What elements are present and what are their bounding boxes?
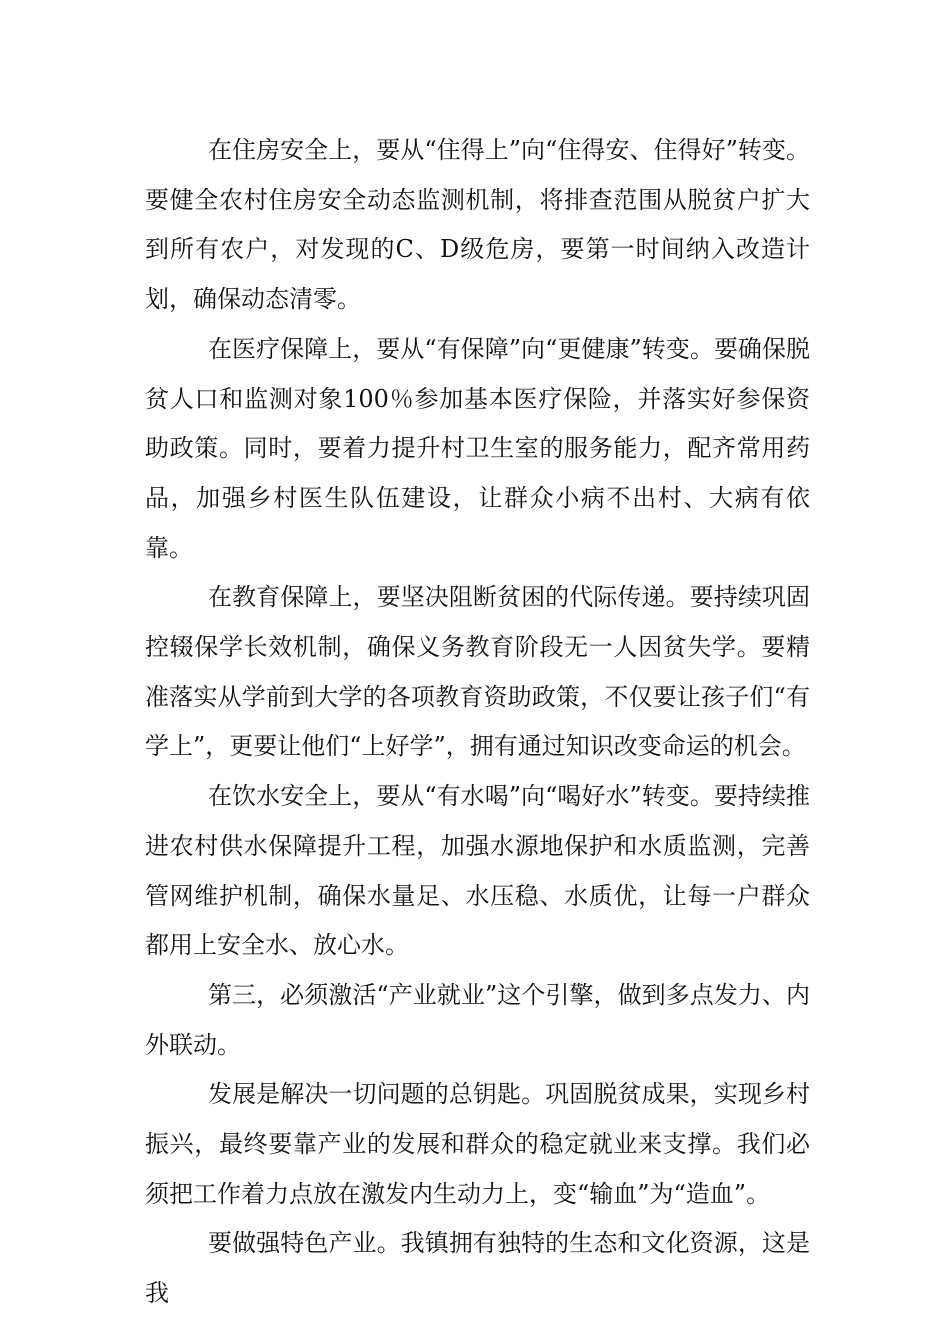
paragraph-development: 发展是解决一切问题的总钥匙。巩固脱贫成果，实现乡村振兴，最终要靠产业的发展和群众的稳定就业来支撑。我们必须把工作着力点放在激发内生动力上，变“输血”为“造血”。 (145, 1080, 810, 1208)
paragraph-medical-security: 在医疗保障上，要从“有保障”向“更健康”转变。要确保脱贫人口和监测对象100％参加基本医疗保险，并落实好参保资助政策。同时，要着力提升村卫生室的服务能力，配齐常用药品，加强乡村医生队伍建设，让群众小病不出村、大病有依靠。 (145, 334, 810, 562)
paragraph-special-industry: 要做强特色产业。我镇拥有独特的生态和文化资源，这是我 (145, 1229, 810, 1308)
paragraph-third-point: 第三，必须激活“产业就业”这个引擎，做到多点发力、内外联动。 (145, 980, 810, 1059)
paragraph-education-security: 在教育保障上，要坚决阻断贫困的代际传递。要持续巩固控辍保学长效机制，确保义务教育阶段无一人因贫失学。要精准落实从学前到大学的各项教育资助政策，不仅要让孩子们“有学上”，更要让他们“上好学”，拥有通过知识改变命运的机会。 (145, 583, 810, 761)
paragraph-drinking-water: 在饮水安全上，要从“有水喝”向“喝好水”转变。要持续推进农村供水保障提升工程，加强水源地保护和水质监测，完善管网维护机制，确保水量足、水压稳、水质优，让每一户群众都用上安全水、放心水。 (145, 782, 810, 960)
document-body (145, 126, 810, 1319)
paragraph-housing-safety: 在住房安全上，要从“住得上”向“住得安、住得好”转变。要健全农村住房安全动态监测机制，将排查范围从脱贫户扩大到所有农户，对发现的C、D级危房，要第一时间纳入改造计划，确保动态清零。 (145, 136, 810, 314)
